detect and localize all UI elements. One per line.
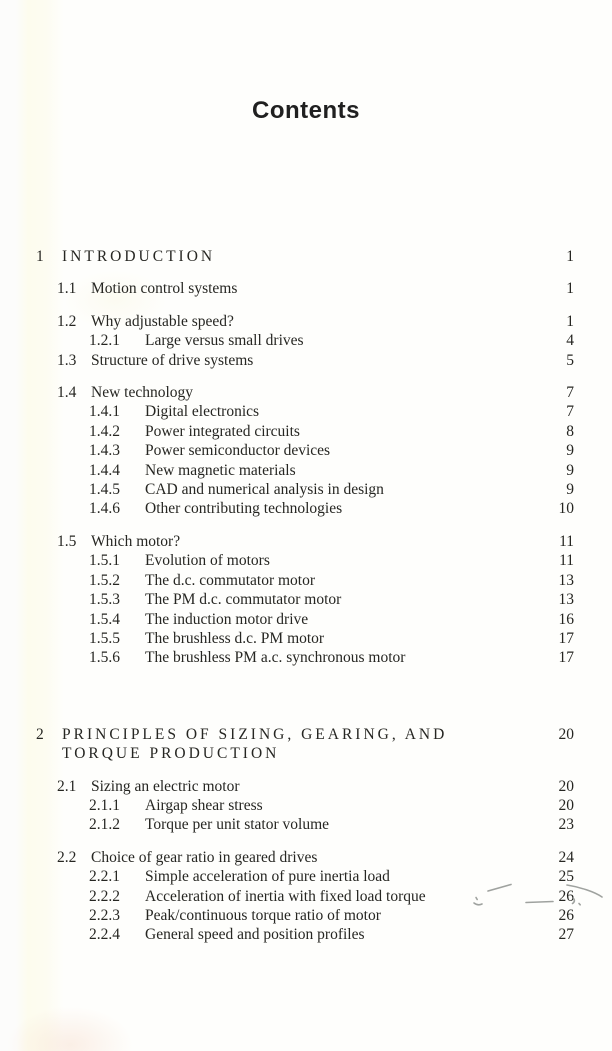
toc-entry-number: 1.4.4	[89, 461, 120, 479]
toc-entry-label: Other contributing technologies	[145, 500, 343, 518]
toc-page-number: 24	[558, 848, 574, 866]
toc-chapter	[0, 247, 574, 668]
toc-entry-label: Structure of drive systems	[91, 351, 254, 369]
toc-page-number: 16	[558, 610, 574, 628]
toc-page-number: 17	[558, 629, 574, 647]
toc-entry-label: Torque per unit stator volume	[145, 816, 330, 834]
toc-group	[0, 848, 574, 945]
toc-entry-number: 2.2.2	[89, 887, 120, 905]
toc-page-number: 27	[558, 926, 574, 944]
toc-row	[0, 648, 574, 667]
toc-row	[0, 796, 574, 815]
toc-row	[0, 383, 574, 402]
toc-entry-number: 1.4.6	[89, 500, 120, 518]
toc-row	[0, 906, 574, 925]
toc-entry-label: The brushless d.c. PM motor	[145, 629, 325, 647]
toc-row	[0, 815, 574, 834]
toc-page-number: 20	[558, 796, 574, 814]
toc-entry-label: Acceleration of inertia with fixed load torque	[145, 887, 426, 905]
toc-chapter-heading	[0, 725, 574, 764]
toc-page-number: 1	[566, 280, 574, 298]
toc-row	[0, 629, 574, 648]
toc-entry-label: New technology	[91, 384, 194, 402]
toc-row	[0, 925, 574, 944]
table-of-contents	[0, 247, 574, 945]
toc-row	[0, 461, 574, 480]
toc-page-number: 1	[566, 312, 574, 330]
pencil-stroke	[579, 904, 580, 905]
toc-row	[0, 887, 574, 906]
toc-entry-number: 1.4.2	[89, 422, 120, 440]
toc-entry-label: Sizing an electric motor	[91, 777, 240, 795]
toc-row	[0, 848, 574, 867]
toc-entry-number: 1.5.3	[89, 591, 120, 609]
toc-page-number: 23	[558, 816, 574, 834]
toc-row	[0, 571, 574, 590]
toc-entry-label: Peak/continuous torque ratio of motor	[145, 906, 381, 924]
toc-entry-label: Evolution of motors	[145, 552, 270, 570]
page-title: Contents	[252, 97, 360, 124]
toc-entry-number: 1.1	[57, 280, 77, 298]
toc-entry-label: Power semiconductor devices	[145, 442, 331, 460]
toc-entry-number: 2.2	[57, 848, 77, 866]
toc-chapter-number: 1	[36, 248, 44, 265]
toc-entry-number: 2.1.2	[89, 816, 120, 834]
toc-entry-number: 2.2.4	[89, 926, 120, 944]
toc-page-number: 13	[558, 571, 574, 589]
toc-entry-number: 1.5.5	[89, 629, 120, 647]
toc-row	[0, 551, 574, 570]
toc-entry-label: The d.c. commutator motor	[145, 571, 316, 589]
toc-row	[0, 331, 574, 350]
toc-row	[0, 279, 574, 298]
toc-row	[0, 532, 574, 551]
toc-entry-label: The brushless PM a.c. synchronous motor	[145, 649, 406, 667]
toc-group	[0, 312, 574, 370]
toc-page-number: 13	[558, 591, 574, 609]
toc-page-number: 10	[558, 500, 574, 518]
toc-entry-number: 1.2.1	[89, 332, 120, 350]
toc-entry-label: Digital electronics	[145, 403, 260, 421]
toc-row	[0, 590, 574, 609]
toc-page-number: 4	[566, 332, 574, 350]
toc-page-number: 11	[559, 552, 574, 570]
toc-page-number: 1	[566, 248, 574, 265]
toc-row	[0, 499, 574, 518]
toc-chapter-title-line: INTRODUCTION	[62, 248, 216, 265]
toc-page-number: 20	[558, 725, 574, 743]
toc-page-number: 9	[566, 461, 574, 479]
toc-entry-number: 1.3	[57, 351, 77, 369]
toc-entry-label: New magnetic materials	[145, 461, 296, 479]
toc-chapter-title	[62, 247, 223, 266]
toc-row	[0, 422, 574, 441]
toc-row	[0, 351, 574, 370]
toc-entry-number: 2.2.1	[89, 868, 120, 886]
toc-entry-label: General speed and position profiles	[145, 926, 365, 944]
toc-group	[0, 532, 574, 668]
toc-entry-number: 2.1	[57, 777, 77, 795]
toc-row	[0, 312, 574, 331]
toc-entry-number: 1.5.4	[89, 610, 120, 628]
toc-row	[0, 777, 574, 796]
toc-page-number: 20	[558, 777, 574, 795]
toc-entry-label: The PM d.c. commutator motor	[145, 591, 342, 609]
toc-entry-number: 1.5.2	[89, 571, 120, 589]
toc-chapter-number: 2	[36, 725, 44, 743]
toc-entry-label: Simple acceleration of pure inertia load	[145, 868, 390, 886]
toc-entry-label: Airgap shear stress	[145, 796, 263, 814]
toc-group	[0, 777, 574, 835]
toc-page-number: 17	[558, 649, 574, 667]
toc-chapter-title	[62, 725, 455, 764]
toc-entry-number: 1.5	[57, 532, 77, 550]
toc-entry-label: The induction motor drive	[145, 610, 309, 628]
toc-entry-number: 1.4.1	[89, 403, 120, 421]
toc-page-number: 26	[558, 906, 574, 924]
toc-row	[0, 610, 574, 629]
toc-entry-number: 1.4	[57, 384, 77, 402]
toc-entry-number: 1.5.6	[89, 649, 120, 667]
toc-row	[0, 441, 574, 460]
toc-entry-label: Choice of gear ratio in geared drives	[91, 848, 318, 866]
toc-chapter	[0, 725, 574, 945]
toc-page-number: 5	[566, 351, 574, 369]
toc-entry-label: Large versus small drives	[145, 332, 304, 350]
toc-entry-number: 2.2.3	[89, 906, 120, 924]
toc-row	[0, 402, 574, 421]
toc-group	[0, 383, 574, 519]
toc-group	[0, 279, 574, 298]
toc-entry-label: CAD and numerical analysis in design	[145, 481, 384, 499]
toc-entry-label: Which motor?	[91, 532, 181, 550]
toc-page-number: 11	[559, 532, 574, 550]
toc-chapter-title-line: TORQUE PRODUCTION	[62, 745, 280, 763]
toc-chapter-heading	[0, 247, 574, 266]
toc-entry-label: Power integrated circuits	[145, 422, 300, 440]
toc-page-number: 9	[566, 442, 574, 460]
toc-page-number: 7	[566, 403, 574, 421]
toc-page-number: 25	[558, 868, 574, 886]
toc-page-number: 26	[558, 887, 574, 905]
toc-entry-number: 1.4.5	[89, 481, 120, 499]
toc-entry-number: 2.1.1	[89, 796, 120, 814]
toc-row	[0, 867, 574, 886]
toc-entry-number: 1.2	[57, 312, 77, 330]
toc-entry-label: Motion control systems	[91, 280, 238, 298]
toc-entry-number: 1.5.1	[89, 552, 120, 570]
toc-page-number: 9	[566, 481, 574, 499]
toc-chapter-title-line: PRINCIPLES OF SIZING, GEARING, AND	[62, 725, 448, 743]
toc-entry-label: Why adjustable speed?	[91, 312, 234, 330]
toc-page-number: 7	[566, 384, 574, 402]
toc-row	[0, 480, 574, 499]
toc-entry-number: 1.4.3	[89, 442, 120, 460]
toc-page-number: 8	[566, 422, 574, 440]
